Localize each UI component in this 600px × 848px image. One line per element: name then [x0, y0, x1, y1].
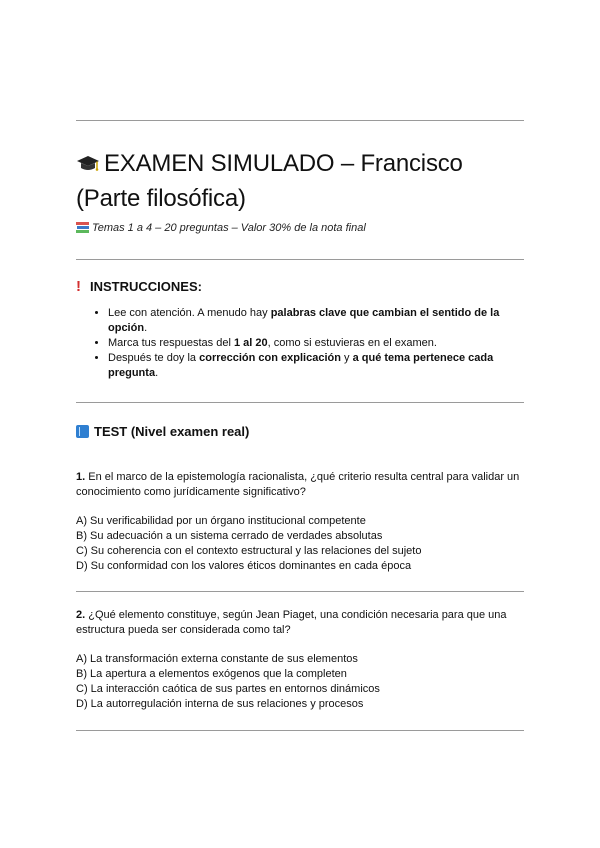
- exclamation-icon: !: [76, 278, 81, 295]
- subtitle-text: Temas 1 a 4 – 20 preguntas – Valor 30% de la nota final: [92, 222, 366, 234]
- divider: [76, 402, 524, 403]
- instruction-text: .: [155, 367, 159, 379]
- divider: [76, 730, 524, 731]
- divider: [76, 120, 524, 121]
- instruction-text: y: [340, 352, 353, 364]
- question-1: [76, 470, 524, 574]
- question-text: En el marco de la epistemología racionalista, ¿qué criterio resulta central para validar un conocimiento como jurídicamente significativo?: [76, 471, 520, 498]
- test-heading: [76, 424, 249, 439]
- instruction-text: Marca tus respuestas del: [108, 337, 234, 349]
- instructions-list: [92, 306, 528, 381]
- question-stem: [76, 470, 524, 500]
- answer-option-a[interactable]: A) Su verificabilidad por un órgano institucional competente: [76, 515, 366, 527]
- list-item: [108, 306, 528, 336]
- answer-option-b[interactable]: B) Su adecuación a un sistema cerrado de verdades absolutas: [76, 530, 383, 542]
- document-title-text: EXAMEN SIMULADO – Francisco (Parte filosófica): [76, 150, 463, 212]
- instruction-bold: 1 al 20: [233, 337, 268, 349]
- answer-option-d[interactable]: D) Su conformidad con los valores éticos dominantes en cada época: [76, 560, 412, 572]
- instruction-text: Lee con atención. A menudo hay: [108, 307, 271, 319]
- document-title: [76, 148, 524, 215]
- instruction-text: , como si estuvieras en el examen.: [267, 337, 437, 349]
- question-text: ¿Qué elemento constituye, según Jean Piaget, una condición necesaria para que una estructura pueda ser considerada como tal?: [76, 609, 507, 636]
- answer-option-d[interactable]: D) La autorregulación interna de sus relaciones y procesos: [76, 698, 364, 710]
- instruction-bold: corrección con explicación: [199, 352, 341, 364]
- answer-option-c[interactable]: C) Su coherencia con el contexto estructural y las relaciones del sujeto: [76, 545, 422, 557]
- instructions-heading-text: INSTRUCCIONES:: [90, 279, 202, 294]
- answer-option-c[interactable]: C) La interacción caótica de sus partes en entornos dinámicos: [76, 683, 380, 695]
- question-number: 2.: [76, 609, 86, 621]
- question-number: 1.: [76, 471, 86, 483]
- question-2: [76, 608, 524, 712]
- document-subtitle: [76, 222, 366, 236]
- instructions-heading: [76, 278, 202, 295]
- blue-book-icon: [76, 425, 89, 438]
- list-item: [108, 351, 528, 381]
- answer-option-b[interactable]: B) La apertura a elementos exógenos que la completen: [76, 668, 347, 680]
- instruction-text: .: [144, 322, 148, 334]
- instruction-bold: palabras clave que cambian el sentido de la opción: [108, 307, 500, 334]
- answer-option-a[interactable]: A) La transformación externa constante de sus elementos: [76, 653, 358, 665]
- instruction-text: Después te doy la: [108, 352, 200, 364]
- question-stem: [76, 608, 524, 638]
- divider: [76, 591, 524, 592]
- test-heading-text: TEST (Nivel examen real): [94, 424, 250, 439]
- list-item: [108, 336, 528, 351]
- divider: [76, 259, 524, 260]
- graduation-cap-icon: [76, 151, 104, 183]
- books-icon: [76, 222, 92, 236]
- instruction-bold: a qué tema pertenece cada pregunta: [108, 352, 494, 379]
